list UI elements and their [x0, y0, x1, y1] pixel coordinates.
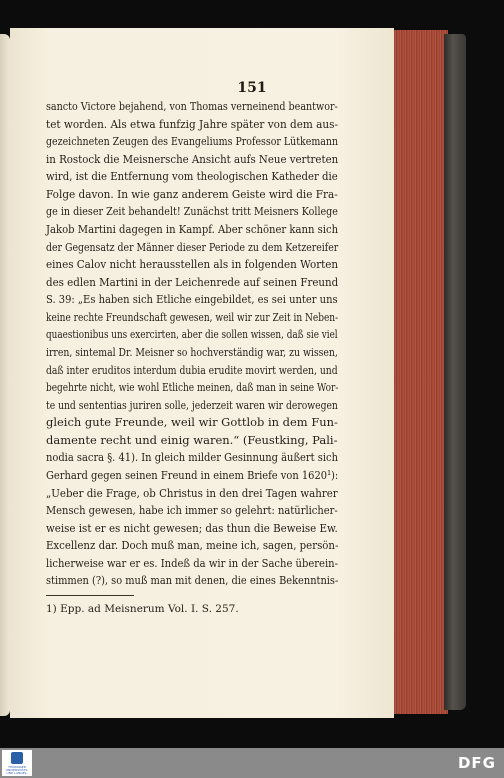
text-line: wird, ist die Entfernung vom theologischen Katheder die	[46, 169, 338, 184]
library-logo-text: UND LANDES-	[6, 771, 28, 775]
library-logo-text: UNIVERSITÄTS-	[5, 768, 29, 772]
text-line: damente recht und einig waren.“ (Feustking, Pali-	[46, 432, 338, 447]
text-line: der Gegensatz der Männer dieser Periode zu dem Ketzereifer	[46, 239, 339, 254]
library-logo	[2, 750, 32, 776]
text-line: ge in dieser Zeit behandelt! Zunächst tritt Meisners Kollege	[46, 204, 338, 219]
dfg-logo: DFG	[457, 754, 496, 772]
text-line: irren, sintemal Dr. Meisner so hochverständig war, zu wissen,	[46, 345, 338, 359]
library-logo-icon	[11, 752, 23, 764]
footer-bar	[0, 748, 504, 778]
text-line: keine rechte Freundschaft gewesen, weil wir zur Zeit in Neben-	[46, 309, 339, 324]
text-line: weise ist er es nicht gewesen; das thun die Beweise Ew.	[46, 520, 338, 535]
text-line: stimmen (?), so muß man mit denen, die eines Bekenntnis-	[46, 573, 339, 588]
text-line: quaestionibus uns exercirten, aber die sollen wissen, daß sie viel	[46, 327, 338, 342]
text-line: licherweise war er es. Indeß da wir in der Sache überein-	[46, 555, 338, 570]
text-line: te und sententias juriren solle, jederzeit waren wir derowegen	[46, 397, 338, 412]
text-line: Folge davon. In wie ganz anderem Geiste wird die Fra-	[46, 186, 338, 201]
text-line: in Rostock die Meisnersche Ansicht aufs Neue vertreten	[46, 151, 339, 166]
text-line: gezeichneten Zeugen des Evangeliums Professor Lütkemann	[46, 134, 339, 149]
library-logo-text: THÜRINGER	[8, 765, 26, 769]
book-cover	[444, 34, 466, 710]
page-edges	[386, 30, 448, 714]
text-line: Mensch gewesen, habe ich immer so gelehrt: natürlicher-	[46, 503, 338, 518]
text-line: gleich gute Freunde, weil wir Gottlob in dem Fun-	[46, 415, 338, 430]
text-line: S. 39: „Es haben sich Etliche eingebildet, es sei unter uns	[46, 292, 338, 307]
text-line: begehrte nicht, wie wohl Etliche meinen, daß man in seine Wor-	[46, 380, 339, 395]
text-line: Jakob Martini dagegen in Kampf. Aber schöner kann sich	[46, 222, 339, 236]
text-line: eines Calov nicht herausstellen als in folgenden Worten	[46, 257, 339, 272]
facing-page-edge	[0, 34, 10, 716]
footnote: 1) Epp. ad Meisnerum Vol. I. S. 257.	[46, 603, 239, 615]
text-line: „Ueber die Frage, ob Christus in den drei Tagen wahrer	[46, 485, 338, 500]
page-number: 151	[237, 80, 267, 96]
text-line: nodia sacra §. 41). In gleich milder Gesinnung äußert sich	[46, 450, 338, 465]
text-line: Gerhard gegen seinen Freund in einem Briefe von 1620¹):	[46, 468, 339, 482]
text-line: daß inter eruditos interdum dubia erudite movirt werden, und	[46, 362, 338, 377]
text-line: des edlen Martini in der Leichenrede auf seinen Freund	[46, 274, 339, 289]
footnote-rule	[46, 595, 134, 596]
text-line: Excellenz dar. Doch muß man, meine ich, sagen, persön-	[46, 538, 339, 553]
text-line: tet worden. Als etwa funfzig Jahre später von dem aus-	[46, 116, 339, 131]
text-line: sancto Victore bejahend, von Thomas verneinend beantwor-	[46, 99, 338, 113]
